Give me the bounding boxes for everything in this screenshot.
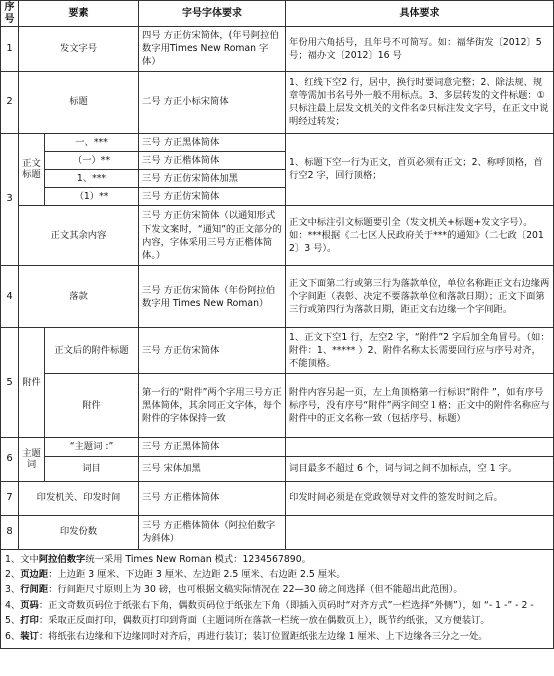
note-prefix: 5、 [5,615,21,627]
row-number: 4 [1,266,19,328]
element-name: “主题词 :” [45,438,139,456]
table-row [1,328,554,374]
detail-requirement: 印发时间必须是在党政领导对文件的签发时间之后。 [286,481,554,515]
font-requirement: 三号 方正楷体简体 [139,481,286,515]
font-requirement: 三号 宋体加黑 [139,456,286,481]
note-keyword: 页边距 [20,568,49,580]
element-name: 词目 [45,456,139,481]
font-requirement: 三号 方正仿宋简体 [139,188,286,206]
detail-requirement [286,438,554,456]
table-row [1,515,554,549]
heading-level: 一、*** [45,133,139,151]
element-name: 附件 [45,374,139,438]
note-text: ：正文奇数页码位于纸张右下角，偶数页码位于纸张左下角（即插入页码时“对齐方式”一栏选择“外侧”），如 “- 1 -” - 2 - [38,599,534,611]
note-item [5,614,549,627]
heading-level: 1、*** [45,169,139,187]
font-requirement: 三号 方正仿宋简体（以通知形式下发文案时，“通知”的正文部分的内容，字体采用三号方正楷体简体。） [139,206,286,266]
note-text: ：将纸张右边缘和下边缘同时对齐后，再进行装订；装订位置距纸张左边缘 1 厘米、上下边缘各三分之一处。 [38,630,488,642]
element-name: 发文字号 [19,27,139,72]
detail-requirement: 附件内容另起一页，左上角顶格第一行标识“附件 ”，如有序号标序号，没有序号“附件”两字间空１格；正文中的附件名称应与附件中的正文名称一致（包括序号、标题） [286,374,554,438]
note-keyword: 打印 [20,615,39,627]
note-item [5,568,549,581]
note-item [5,583,549,596]
row-number: 2 [1,71,19,133]
note-prefix: 3、 [5,584,21,596]
body-title-group-label: 正文标题 [19,133,45,206]
table-row [1,481,554,515]
detail-requirement [286,515,554,549]
element-name: 标题 [19,71,139,133]
note-prefix: 2、 [5,568,21,580]
header-font: 字号字体要求 [139,1,286,27]
row-number: 7 [1,481,19,515]
note-keyword: 装订 [20,630,39,642]
heading-level: （一）** [45,151,139,169]
detail-requirement: 正文下面第二行或第三行为落款单位，单位名称距正文右边缘两个字间距（表彰、决定不要落款单位和落款日期）；正文下面第三行或第四行为落款日期，距正文右边缘一个字间距。 [286,266,554,328]
element-name: 正文后的附件标题 [45,328,139,374]
note-prefix: 1、文中 [5,553,39,565]
note-item [5,630,549,643]
header-no: 序号 [1,1,19,27]
font-requirement: 三号 方正仿宋简体（年份阿拉伯数字用 Times New Roman） [139,266,286,328]
font-requirement: 三号 方正仿宋简体加黑 [139,169,286,187]
heading-level: （1）** [45,188,139,206]
notes-row [1,549,554,649]
font-requirement: 第一行的“附件”两个字用三号方正黑体简体，其余同正文字体，每个附件的字体保持一致 [139,374,286,438]
row-number: 3 [1,133,19,266]
table-row [1,438,554,456]
note-keyword: 行间距 [20,584,49,596]
detail-requirement: 年份用六角括号，且年号不可简写。如：福华街发〔2012〕5 号；福办文〔2012〕16 号 [286,27,554,72]
row-number: 8 [1,515,19,549]
note-item [5,553,549,566]
element-name: 正文其余内容 [19,206,139,266]
font-requirement: 二号 方正小标宋简体 [139,71,286,133]
element-name: 落款 [19,266,139,328]
notes-cell [1,549,554,649]
font-requirement: 三号 方正楷体简体 [139,151,286,169]
font-requirement: 三号 方正黑体简体 [139,438,286,456]
table-row [1,374,554,438]
detail-requirement: 1、红线下空2 行，居中，换行时要词意完整；2、除法规、规章等需加书名号外一般不用标点。3、多层转发的文件标题：①只标注最上层发文机关的文件名②只标注发文字号，在正文中说明经过转发； [286,71,554,133]
table-row [1,27,554,72]
header-elements: 要素 [19,1,139,27]
font-requirement: 三号 方正黑体简体 [139,133,286,151]
detail-requirement: 词目最多不超过 6 个，词与词之间不加标点，空 1 字。 [286,456,554,481]
detail-requirement: 1、标题下空一行为正文，首页必须有正文；2、称呼顶格，首行空2 字，回行顶格； [286,133,554,206]
table-row [1,206,554,266]
note-text: ：上边距 3 厘米、下边距 3 厘米、左边距 2.5 厘米、右边距 2.5 厘米。 [48,568,346,580]
element-name: 印发份数 [19,515,139,549]
note-text: ：行间距尺寸原则上为 30 磅，也可根据文稿实际情况在 22—30 磅之间选择（但不能超出此范围）。 [48,584,463,596]
table-row [1,71,554,133]
table-row [1,266,554,328]
note-prefix: 6、 [5,630,21,642]
table-row [1,133,554,151]
table-header-row [1,1,554,27]
row-number: 5 [1,328,19,438]
row-number: 1 [1,27,19,72]
table-row [1,456,554,481]
note-keyword: 阿拉伯数字 [38,553,86,565]
element-name: 印发机关、印发时间 [19,481,139,515]
row-number: 6 [1,438,19,481]
note-text: 统一采用 Times New Roman 模式：1234567890。 [85,553,311,565]
header-detail: 具体要求 [286,1,554,27]
note-prefix: 4、 [5,599,21,611]
detail-requirement: 正文中标注引文标题要引全（发文机关+标题+发文字号）。如：***根据《二七区人民政府关于***的通知》（二七政〔2012〕3 号）。 [286,206,554,266]
detail-requirement: 1、正文下空1 行，左空2 字，“附件”2 字后加全角冒号。（如：附件：1、***** ）2、附件名称太长需要回行应与序号对齐，不能顶格。 [286,328,554,374]
attachment-group-label: 附件 [19,328,45,438]
note-item [5,599,549,612]
note-keyword: 页码 [20,599,39,611]
font-requirement: 三号 方正仿宋简体 [139,328,286,374]
font-requirement: 三号 方正楷体简体（阿拉伯数字为斜体） [139,515,286,549]
font-requirement: 四号 方正仿宋简体，(年号阿拉伯数字用Times New Roman 字体） [139,27,286,72]
note-text: ：采取正反面打印，偶数页打印到背面（主题词所在落款一栏统一放在偶数页上），既节约纸张，又方便装订。 [38,615,490,627]
subject-words-group-label: 主题词 [19,438,45,481]
